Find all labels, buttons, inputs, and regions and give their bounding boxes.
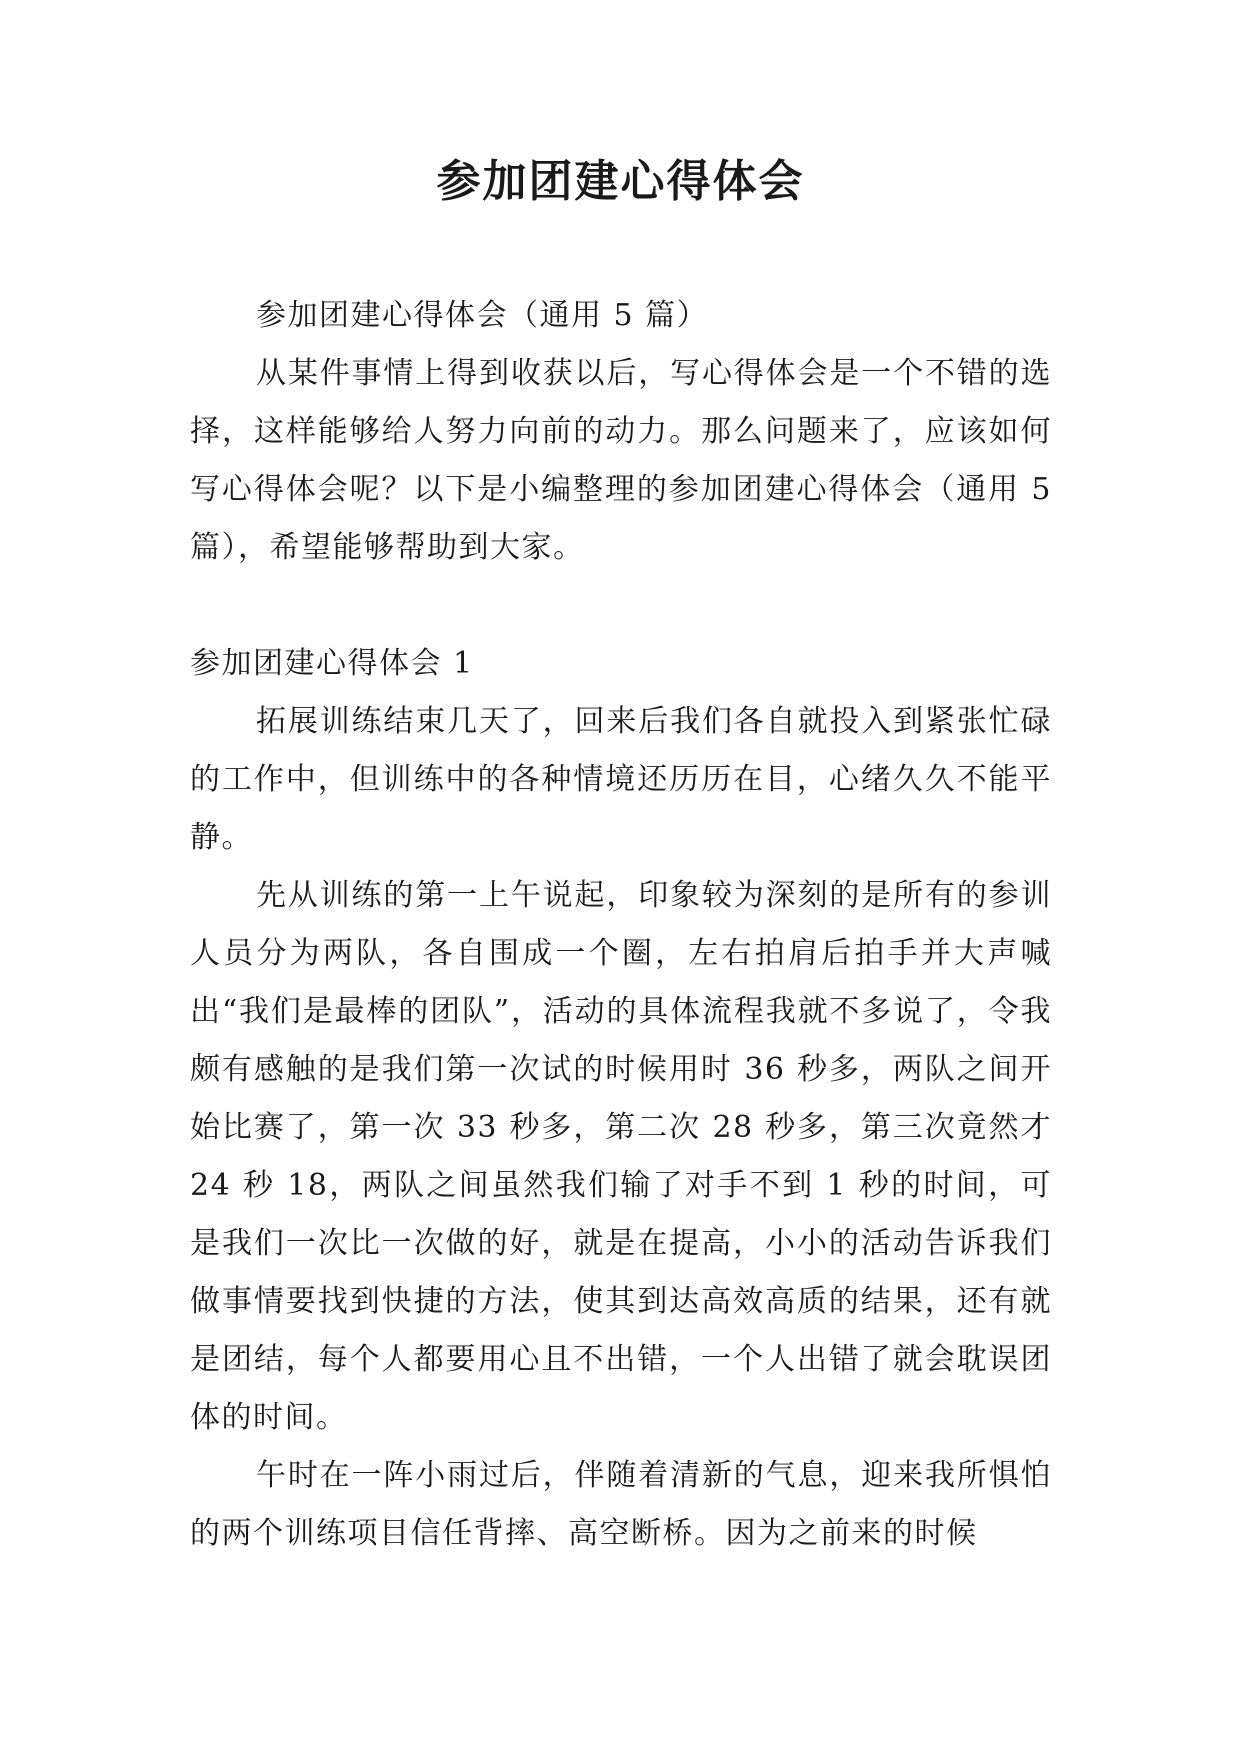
document-subtitle: 参加团建心得体会（通用 5 篇） [256,298,709,333]
intro-paragraph: 从某件事情上得到收获以后，写心得体会是一个不错的选择，这样能够给人努力向前的动力。那么问题来了，应该如何写心得体会呢？以下是小编整理的参加团建心得体会（通用 5 篇），希望能够帮助到大家。 [190,356,1052,565]
document-body [190,287,1052,1563]
section-heading: 参加团建心得体会 1 [190,646,474,681]
document-title: 参加团建心得体会 [436,156,805,207]
section-paragraph: 午时在一阵小雨过后，伴随着清新的气息，迎来我所惧怕的两个训练项目信任背摔、高空断桥。因为之前来的时候 [190,1458,1052,1551]
section-paragraph: 拓展训练结束几天了，回来后我们各自就投入到紧张忙碌的工作中，但训练中的各种情境还历历在目，心绪久久不能平静。 [190,704,1052,855]
section-paragraph: 先从训练的第一上午说起，印象较为深刻的是所有的参训人员分为两队，各自围成一个圈，左右拍肩后拍手并大声喊出“我们是最棒的团队”，活动的具体流程我就不多说了，令我颇有感触的是我们第一次试的时候用时 36 秒多，两队之间开始比赛了，第一次 33 秒多，第二次 28 秒多，第三次竟然才 24 秒 18，两队之间虽然我们输了对手不到 1 秒的时间，可是我们一次比一次做的好，就是在提高，小小的活动告诉我们做事情要找到快捷的方法，使其到达高效高质的结果，还有就是团结，每个人都要用心且不出错，一个人出错了就会耽误团体的时间。 [190,878,1052,1435]
